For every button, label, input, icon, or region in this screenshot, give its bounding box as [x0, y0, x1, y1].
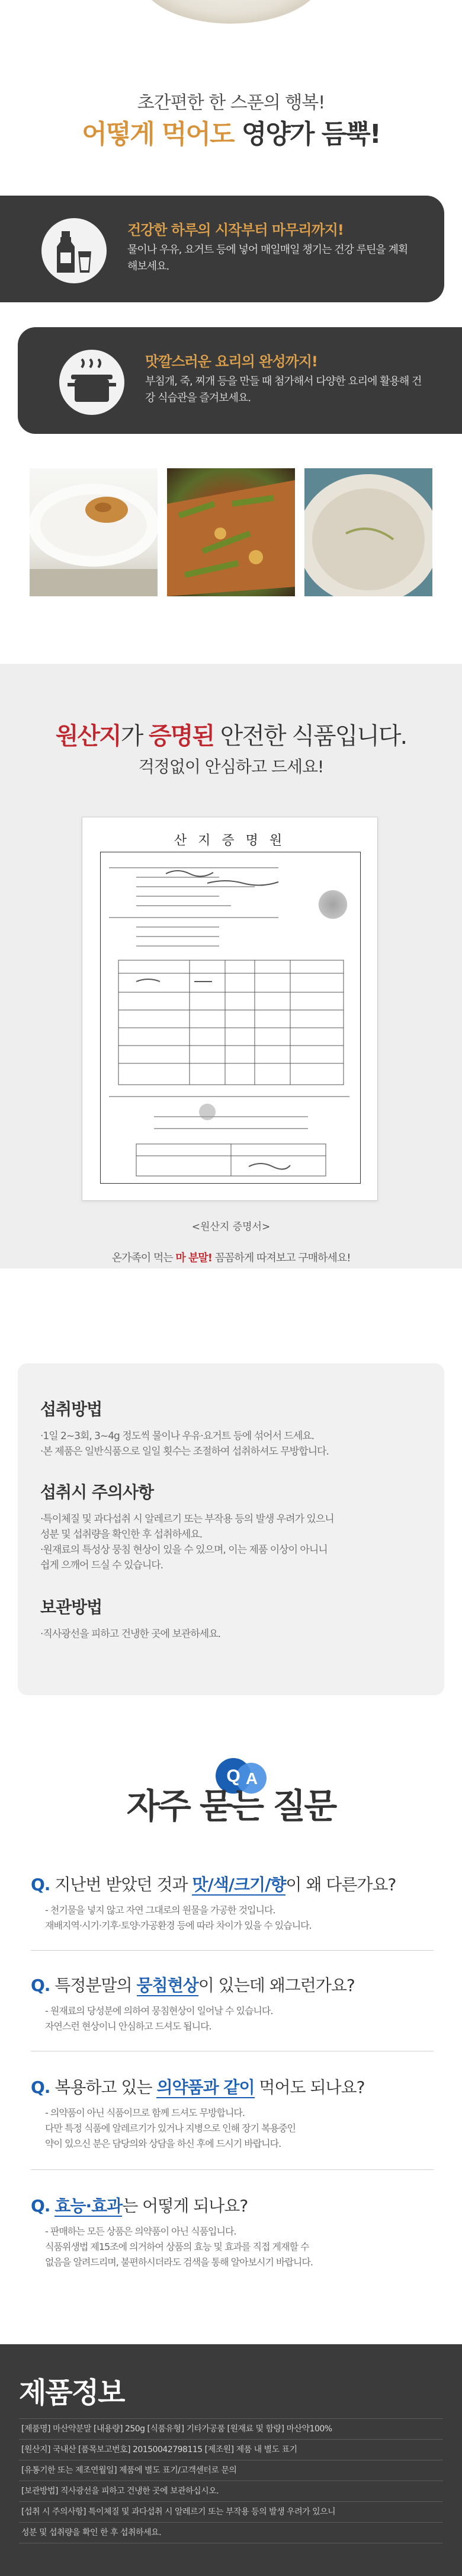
faq-answer-line: - 판매하는 모든 상품은 의약품이 아닌 식품입니다.	[45, 2226, 236, 2237]
faq-answer-line: 다만 특정 식품에 알레르기가 있거나 지병으로 인해 장기 복용중인	[45, 2123, 296, 2134]
product-info-row: [섭취 시 주의사항] 특이체질 및 과다섭취 시 알레르기 또는 부작용 등의 발생 우려가 있으니	[19, 2501, 443, 2522]
faq-item[interactable]	[31, 1973, 434, 2034]
faq-answer	[45, 2224, 434, 2270]
faq-item[interactable]	[31, 2193, 434, 2270]
certificate-note-post: 꼼꼼하게 따져보고 구매하세요!	[211, 1252, 351, 1264]
info-text	[40, 1511, 334, 1573]
faq-question-post: 이 왜 다른가요?	[285, 1875, 396, 1894]
pancake-photo	[167, 468, 295, 596]
faq-question-pre: 복용하고 있는	[50, 2078, 157, 2097]
faq-answer-line: - 의약품이 아닌 식품이므로 함께 드셔도 무방합니다.	[45, 2107, 245, 2118]
info-line: ·원재료의 특성상 뭉침 현상이 있을 수 있으며, 이는 제품 이상이 아니니	[40, 1544, 328, 1556]
info-section-storage	[40, 1594, 220, 1642]
certificate-stamp	[316, 888, 349, 921]
product-info-row: [보관방법] 직사광선을 피하고 건냉한 곳에 보관하십시오.	[19, 2481, 443, 2501]
faq-divider	[31, 2169, 434, 2170]
faq-question-highlight: 뭉침현상	[136, 1976, 198, 1995]
faq-answer	[45, 2003, 434, 2034]
faq-question	[31, 1973, 434, 1996]
faq-answer-line: - 원재료의 당성분에 의하여 뭉침현상이 일어날 수 있습니다.	[45, 2005, 273, 2016]
product-info-row: [원산지] 국내산 [품목보고번호] 20150042798115 [제조원] 제품 내 별도 표기	[19, 2439, 443, 2460]
faq-question-pre: 특정분말의	[50, 1976, 137, 1995]
banner-description: 물이나 우유, 요거트 등에 넣어 매일매일 챙기는 건강 루틴을 계획해보세요.	[127, 244, 408, 273]
faq-item[interactable]	[31, 2075, 434, 2152]
info-line: ·특이체질 및 과다섭취 시 알레르기 또는 부작용 등의 발생 우려가 있으니	[40, 1513, 334, 1525]
product-info-row: [제품명] 마산약분말 [내용량] 250g [식품유형] 기타가공품 [원재료 및 함량] 마산약100%	[19, 2418, 443, 2439]
certificate-heading-red2: 증명된	[149, 723, 214, 750]
certificate-caption: <원산지 증명서>	[191, 1221, 271, 1233]
info-text	[40, 1428, 329, 1459]
faq-answer-line: 식품위생법 제15조에 의거하여 상품의 효능 및 효과를 직접 게재할 수	[45, 2241, 309, 2252]
product-info-table	[19, 2418, 443, 2543]
origin-certificate-document	[82, 817, 378, 1201]
faq-question-highlight: 효능·효과	[54, 2196, 123, 2216]
info-line: 쉽게 으깨어 드실 수 있습니다.	[40, 1559, 163, 1571]
certificate-subheading: 걱정없이 안심하고 드세요!	[138, 757, 324, 776]
info-line: ·본 제품은 일반식품으로 일일 횟수는 조절하여 섭취하셔도 무방합니다.	[40, 1446, 329, 1458]
info-section-intake	[40, 1396, 329, 1459]
certificate-note-bold: 마 분말!	[175, 1252, 212, 1264]
certificate-note-pre: 온가족이 먹는	[111, 1252, 176, 1264]
usage-info-box	[18, 1363, 444, 1695]
intro-headline-rest: 영양가 듬뿍!	[233, 119, 380, 149]
certificate-heading-rest: 안전한 식품입니다.	[213, 723, 407, 750]
banner-title: 건강한 하루의 시작부터 마무리까지!	[127, 222, 344, 238]
faq-answer	[45, 2105, 434, 2152]
info-section-caution	[40, 1479, 334, 1573]
yogurt-photo	[30, 468, 158, 596]
faq-q-mark: Q.	[31, 1976, 50, 1995]
faq-question-highlight: 의약품과 같이	[156, 2078, 255, 2097]
certificate-heading-red: 원산지	[55, 723, 121, 750]
info-line: ·1일 2~3회, 3~4g 정도씩 물이나 우유·요거트 등에 섞어서 드세요.	[40, 1430, 315, 1442]
faq-question-post: 먹어도 되나요?	[254, 2078, 365, 2097]
intro-headline-accent: 어떻게 먹어도	[82, 119, 234, 149]
banner-description: 부침개, 죽, 찌개 등을 만들 때 첨가해서 다양한 요리에 활용해 건강 식습관을 즐겨보세요.	[145, 375, 422, 404]
faq-divider	[31, 1950, 434, 1951]
faq-item[interactable]	[31, 1872, 434, 1933]
faq-question-pre: 지난번 받았던 것과	[50, 1875, 192, 1894]
qa-badge-a: A	[245, 1769, 258, 1788]
faq-q-mark: Q.	[31, 1875, 50, 1894]
intro-headline	[0, 113, 462, 151]
faq-answer-line: - 천기물을 넣지 않고 자연 그대로의 원물을 가공한 것입니다.	[45, 1904, 275, 1916]
usage-banner-cooking	[18, 327, 462, 434]
faq-question	[31, 2075, 434, 2098]
faq-question-post: 이 있는데 왜그런가요?	[198, 1976, 355, 1995]
faq-answer-line: 재배지역·시기·기후·토양·가공환경 등에 따라 차이가 있을 수 있습니다.	[45, 1920, 312, 1931]
info-text	[40, 1626, 220, 1642]
qa-badge-q: Q	[226, 1766, 240, 1786]
porridge-photo	[304, 468, 432, 596]
certificate-heading-mid: 가	[120, 723, 149, 750]
faq-answer-line: 약이 있으신 분은 담당의와 상담을 하신 후에 드시기 바랍니다.	[45, 2138, 281, 2149]
faq-title: 자주 묻는 질문	[126, 1786, 336, 1826]
info-line: ·직사광선을 피하고 건냉한 곳에 보관하세요.	[40, 1628, 221, 1640]
product-info-row: 성분 및 섭취량을 확인 한 후 섭취하세요.	[19, 2522, 443, 2543]
certificate-form	[100, 852, 361, 1184]
info-heading: 섭취방법	[40, 1399, 102, 1419]
powder-bowl-image	[139, 0, 323, 24]
info-line: 성분 및 섭취량을 확인한 후 섭취하세요.	[40, 1529, 203, 1541]
product-info-row: [유통기한 또는 제조연월일] 제품에 별도 표기/고객센터로 문의	[19, 2460, 443, 2481]
info-heading: 섭취시 주의사항	[40, 1482, 154, 1502]
intro-subtitle: 초간편한 한 스푼의 행복!	[137, 92, 325, 113]
certificate-heading	[0, 717, 462, 751]
bottle-glass-icon	[41, 218, 107, 283]
banner-title: 맛깔스러운 요리의 완성까지!	[145, 353, 317, 370]
faq-question	[31, 2193, 434, 2217]
product-info-title: 제품정보	[19, 2376, 124, 2409]
usage-banner-drink	[0, 196, 444, 302]
faq-question-highlight: 맛/색/크기/향	[192, 1875, 286, 1894]
faq-answer-line: 자연스런 현상이니 안심하고 드셔도 됩니다.	[45, 2021, 211, 2032]
faq-question	[31, 1872, 434, 1896]
faq-answer-line: 없음을 알려드리며, 불편하시더라도 검색을 통해 알아보시기 바랍니다.	[45, 2257, 313, 2268]
faq-q-mark: Q.	[31, 2196, 50, 2216]
faq-question-post: 는 어떻게 되나요?	[122, 2196, 248, 2216]
faq-answer	[45, 1903, 434, 1933]
info-heading: 보관방법	[40, 1597, 102, 1617]
cooking-pot-icon	[59, 350, 124, 415]
certificate-document-title: 산 지 증 명 원	[174, 833, 286, 848]
faq-q-mark: Q.	[31, 2078, 50, 2097]
certificate-note	[0, 1249, 462, 1265]
